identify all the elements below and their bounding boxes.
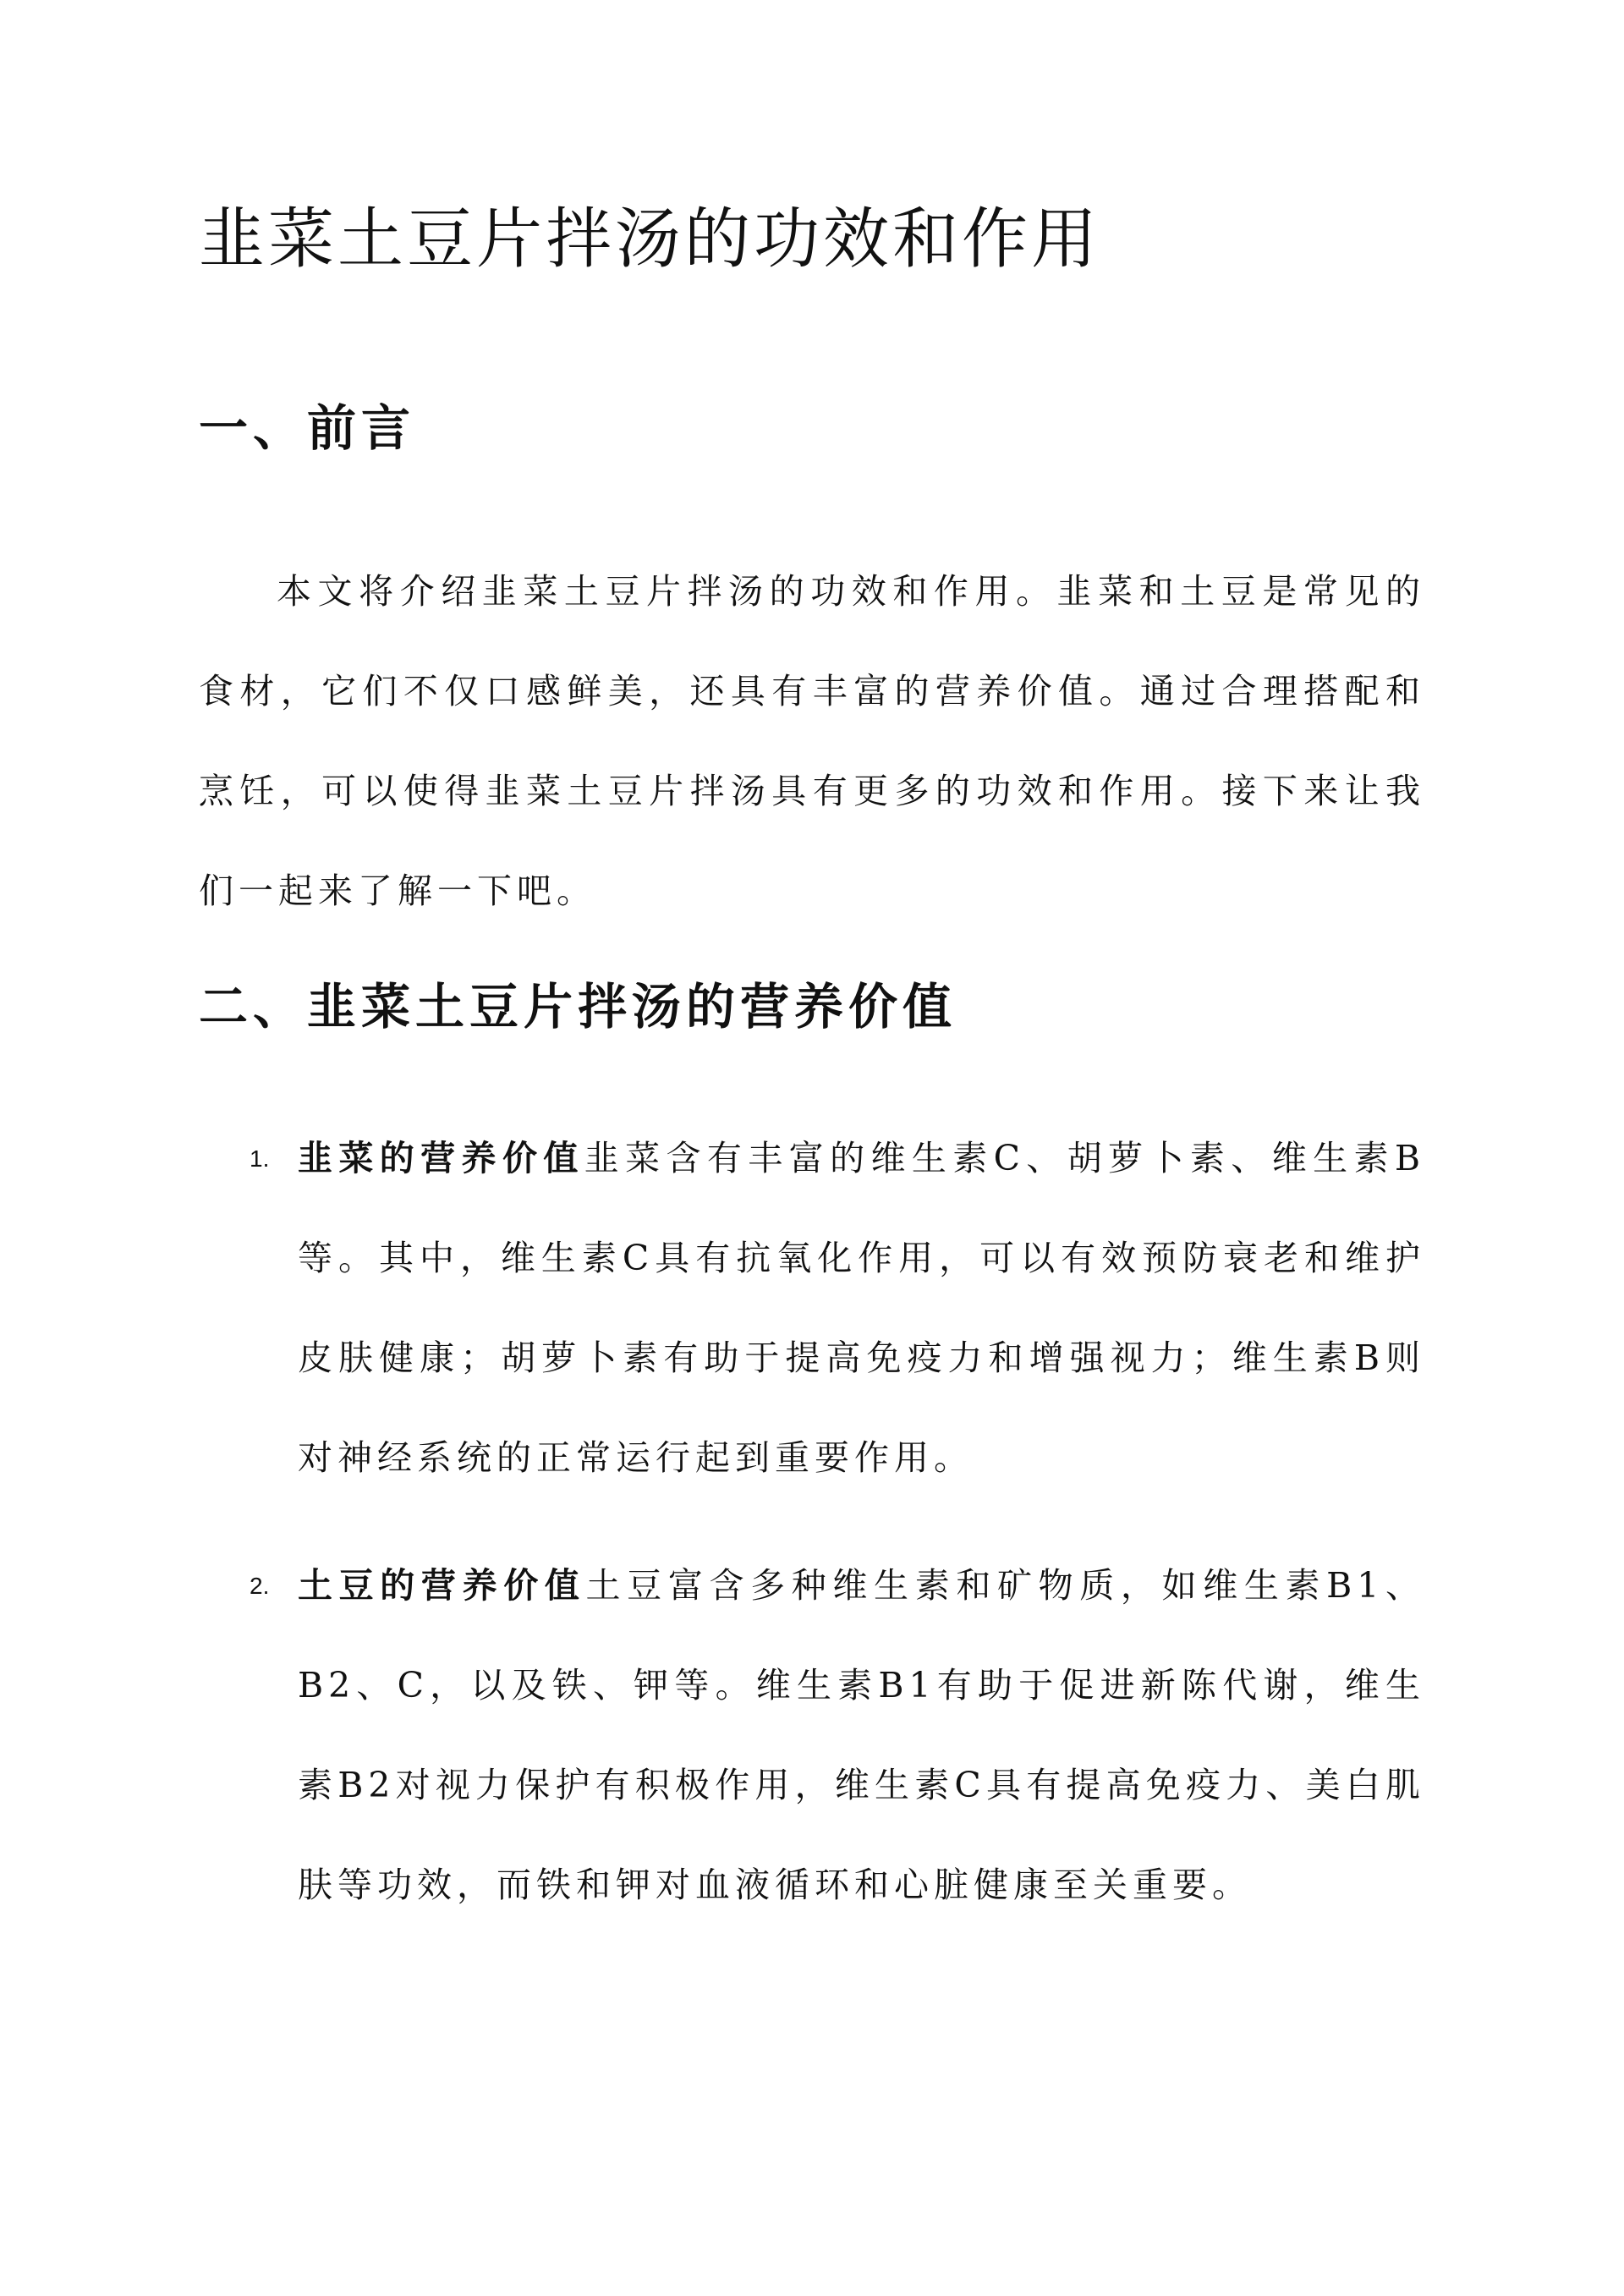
- document-title: 韭菜土豆片拌汤的功效和作用: [199, 201, 1101, 277]
- list-item-title: 土豆的营养价值: [298, 1565, 586, 1606]
- list-item-text: 韭菜含有丰富的维生素C、胡萝卜素、维生素B等。其中，维生素C具有抗氧化作用，可以有效预防衰老和维护皮肤健康；胡萝卜素有助于提高免疫力和增强视力；维生素B则对神经系统的正常运行起到重要作用。: [298, 1138, 1426, 1478]
- list-item-body: [298, 1108, 1425, 1508]
- list-item-title: 韭菜的营养价值: [298, 1138, 584, 1178]
- list-item: [199, 1108, 1425, 1508]
- section-heading-preface: 一、前言: [199, 399, 416, 457]
- list-item-text: 土豆富含多种维生素和矿物质，如维生素B1、B2、C，以及铁、钾等。维生素B1有助于促进新陈代谢，维生素B2对视力保护有积极作用，维生素C具有提高免疫力、美白肌肤等功效，而铁和钾对血液循环和心脏健康至关重要。: [298, 1565, 1426, 1905]
- list-item: [199, 1535, 1425, 1935]
- list-item-number: 1.: [250, 1145, 270, 1172]
- list-item-body: [298, 1535, 1425, 1935]
- preface-paragraph: 本文将介绍韭菜土豆片拌汤的功效和作用。韭菜和土豆是常见的食材，它们不仅口感鲜美，还具有丰富的营养价值。通过合理搭配和烹饪，可以使得韭菜土豆片拌汤具有更多的功效和作用。接下来让我们一起来了解一下吧。: [199, 571, 1425, 911]
- list-item-number: 2.: [250, 1573, 270, 1599]
- section-heading-nutrition: 二、韭菜土豆片拌汤的营养价值: [199, 978, 957, 1035]
